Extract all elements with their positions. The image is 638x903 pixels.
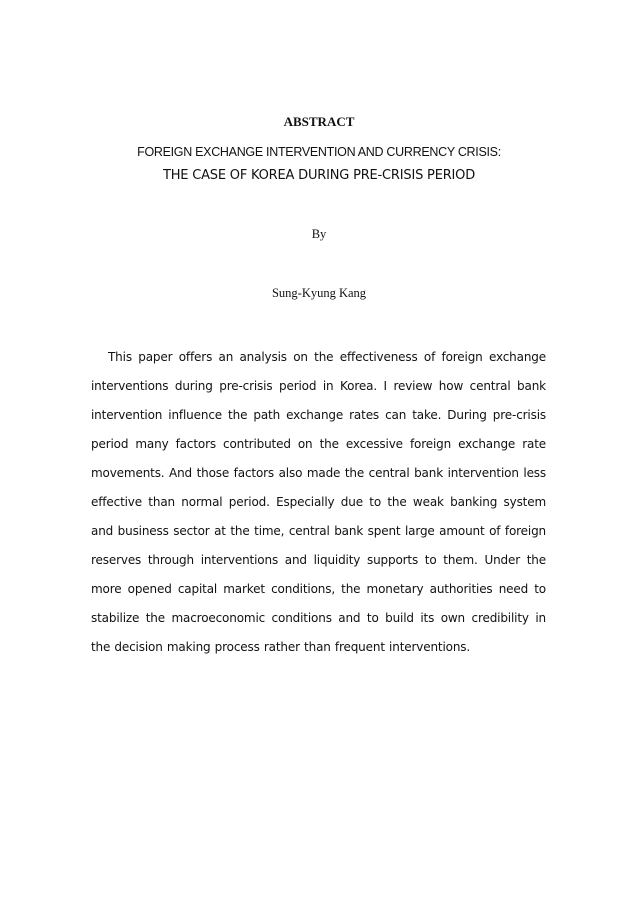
- abstract-body: This paper offers an analysis on the effectiveness of foreign exchange interventions during pre-crisis period in Korea. I review how central bank intervention influence the path exchange rates can take. During pre-crisis period many factors contributed on the excessive foreign exchange rate movements. And those factors also made the central bank intervention less effective than normal period. Especially due to the weak banking system and business sector at the time, central bank spent large amount of foreign reserves through interventions and liquidity supports to them. Under the more opened capital market conditions, the monetary authorities need to stabilize the macroeconomic conditions and to build its own credibility in the decision making process rather than frequent interventions.: [91, 350, 546, 654]
- author-name: Sung-Kyung Kang: [271, 286, 367, 300]
- paper-title-line-2: THE CASE OF KOREA DURING PRE-CRISIS PERIOD: [162, 168, 476, 183]
- byline: By: [311, 227, 327, 241]
- abstract-heading: ABSTRACT: [283, 114, 355, 129]
- paper-title-line-1: FOREIGN EXCHANGE INTERVENTION AND CURRENCY CRISIS:: [137, 145, 501, 159]
